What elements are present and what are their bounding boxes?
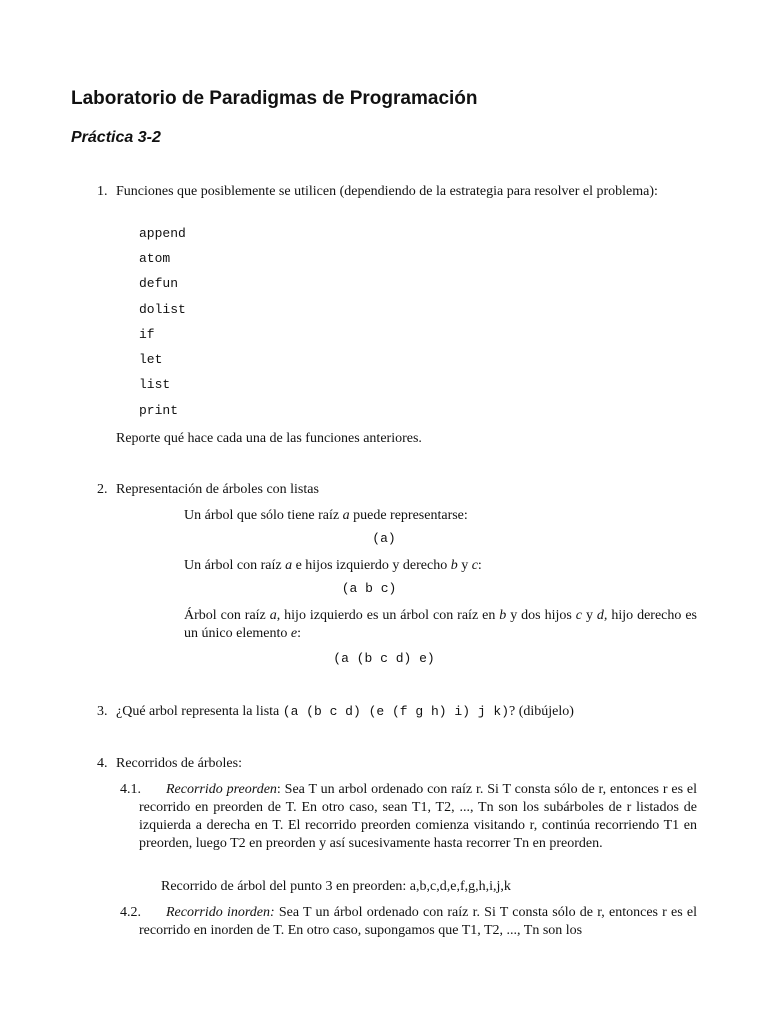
text: y	[457, 558, 472, 573]
q4-text: Recorridos de árboles:	[116, 756, 242, 771]
text: :	[477, 558, 482, 573]
q2-code-1: (a)	[372, 531, 396, 546]
q2-example-1	[184, 507, 468, 525]
q2-code-2: (a b c)	[341, 581, 397, 596]
text: y	[582, 608, 597, 623]
page-title: Laboratorio de Paradigmas de Programación	[71, 88, 478, 109]
q1-text: Funciones que posiblemente se utilicen (dependiendo de la estrategia para resolver el problema):	[116, 184, 658, 199]
text: ? (dibújelo)	[509, 704, 574, 719]
q1-report: Reporte qué hace cada una de las funciones anteriores.	[116, 431, 422, 446]
function-item: append	[139, 226, 186, 241]
q2-number: 2.	[97, 482, 108, 497]
var: b	[499, 608, 507, 623]
var: a	[269, 608, 277, 623]
q3-code: (a (b c d) (e (f g h) i) j k)	[282, 704, 510, 719]
text: : Sea T un arbol ordenado con raíz r. Si T consta sólo de r, entonces r es el recorrido en preorden de T. En otro caso, sean T1, T2, ..., Tn son los subárboles de r listados de izquierda a derecha en T. El recorrido preorden comienza visitando r, continúa recorriendo T1 en preorden, luego T2 en preorden y así sucesivamente hasta recorrer Tn en preorden.	[139, 782, 697, 851]
var: d,	[596, 608, 608, 623]
q4-2-text	[139, 904, 697, 940]
q2-text: Representación de árboles con listas	[116, 482, 319, 497]
function-item: atom	[139, 251, 171, 266]
text: hijo derecho es un único elemento	[184, 608, 698, 641]
function-item: dolist	[139, 302, 186, 317]
function-item: let	[139, 352, 163, 367]
q4-2-number: 4.2.	[120, 905, 141, 920]
text: Un árbol con raíz	[184, 558, 286, 573]
var: a	[342, 508, 350, 523]
q4-1-example: Recorrido de árbol del punto 3 en preorden: a,b,c,d,e,f,g,h,i,j,k	[161, 879, 511, 894]
text: , hijo izquierdo es un árbol con raíz en	[276, 608, 500, 623]
q3-number: 3.	[97, 704, 108, 719]
q4-1-number: 4.1.	[120, 782, 141, 797]
q3-text	[116, 703, 574, 721]
text: e hijos izquierdo y derecho	[292, 558, 451, 573]
q2-example-3	[184, 607, 697, 643]
var: a	[285, 558, 293, 573]
text: Árbol con raíz	[184, 608, 270, 623]
term: Recorrido preorden	[166, 782, 277, 797]
var: e	[290, 626, 298, 641]
function-item: if	[139, 327, 155, 342]
function-item: print	[139, 403, 179, 418]
q2-code-3: (a (b c d) e)	[333, 651, 435, 666]
q4-number: 4.	[97, 756, 108, 771]
var: c	[471, 558, 478, 573]
text: y dos hijos	[506, 608, 576, 623]
text: Un árbol que sólo tiene raíz	[184, 508, 343, 523]
function-item: defun	[139, 276, 179, 291]
text: Sea T un árbol ordenado con raíz r. Si T consta sólo de r, entonces r es el recorrido en inorden de T. En otro caso, supongamos que T1, T2, ..., Tn son los	[139, 905, 698, 938]
term: Recorrido inorden:	[166, 905, 275, 920]
q2-example-2	[184, 557, 482, 575]
q1-number: 1.	[97, 184, 108, 199]
text: puede representarse:	[349, 508, 468, 523]
function-item: list	[139, 377, 171, 392]
text: :	[297, 626, 302, 641]
q4-1-text	[139, 781, 697, 853]
text: ¿Qué arbol representa la lista	[116, 704, 283, 719]
var: b	[450, 558, 458, 573]
page-subtitle: Práctica 3-2	[71, 129, 161, 146]
var: c	[575, 608, 582, 623]
